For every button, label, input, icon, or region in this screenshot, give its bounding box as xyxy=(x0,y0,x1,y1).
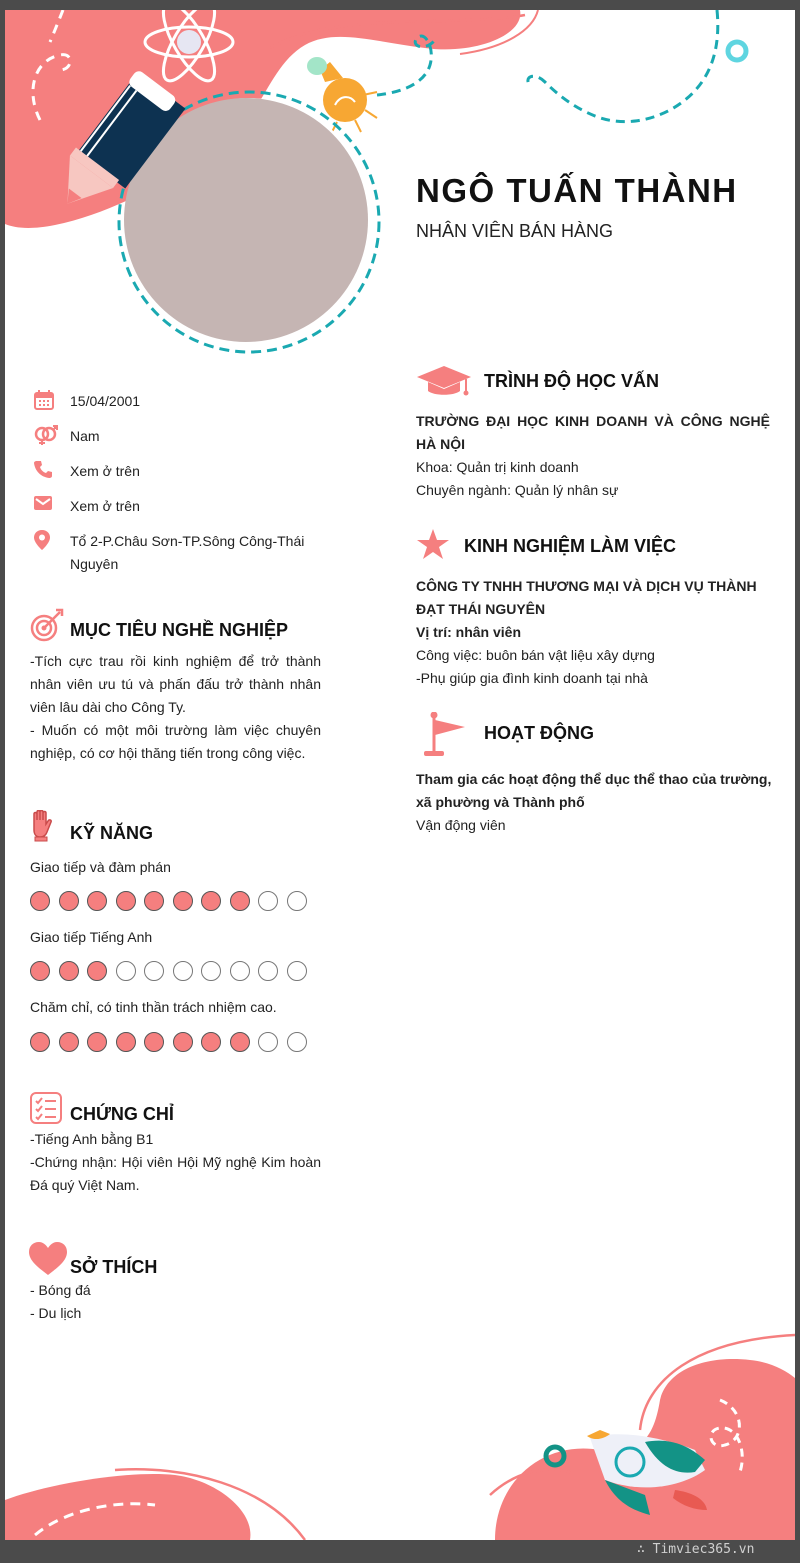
watermark-icon: ∴ xyxy=(637,1542,653,1557)
work-description: Công việc: buôn bán vật liệu xây dựng xyxy=(416,647,655,663)
rating-dot-filled xyxy=(201,891,221,911)
objective-text-1: -Tích cực trau rồi kinh nghiệm để trở thành nhân viên ưu tú và phấn đấu trở thành nhân viên lâu dài cho Công Ty. xyxy=(30,653,321,715)
rating-dot-filled xyxy=(173,891,193,911)
phone-icon xyxy=(30,460,70,478)
hobby-2: - Du lịch xyxy=(30,1305,82,1321)
skills-title: KỸ NĂNG xyxy=(70,823,154,843)
certificate-1: -Tiếng Anh bằng B1 xyxy=(30,1131,154,1147)
hobbies-title: SỞ THÍCH xyxy=(70,1257,158,1277)
rating-dot-empty xyxy=(287,961,307,981)
graduation-cap-icon xyxy=(416,364,472,398)
rating-dot-empty xyxy=(173,961,193,981)
rating-dot-filled xyxy=(201,1032,221,1052)
activity-role: Vận động viên xyxy=(416,817,506,833)
gender-value: Nam xyxy=(70,428,100,444)
rating-dot-filled xyxy=(59,891,79,911)
rating-dot-filled xyxy=(116,891,136,911)
skill-rating-2 xyxy=(30,961,307,981)
info-row-email xyxy=(30,495,320,518)
skill-rating-1 xyxy=(30,891,307,911)
watermark xyxy=(637,1542,754,1557)
major: Chuyên ngành: Quản lý nhân sự xyxy=(416,482,619,498)
activities-title: HOẠT ĐỘNG xyxy=(484,723,594,743)
rating-dot-filled xyxy=(116,1032,136,1052)
star-icon xyxy=(416,529,450,561)
skill-label-3: Chăm chỉ, có tinh thần trách nhiệm cao. xyxy=(30,999,277,1015)
work-extra: -Phụ giúp gia đình kinh doanh tại nhà xyxy=(416,670,648,686)
rating-dot-empty xyxy=(287,1032,307,1052)
skill-label-1: Giao tiếp và đàm phán xyxy=(30,859,171,875)
rating-dot-filled xyxy=(59,961,79,981)
hobby-1: - Bóng đá xyxy=(30,1282,91,1298)
email-icon xyxy=(30,495,70,511)
rating-dot-filled xyxy=(230,1032,250,1052)
calendar-icon xyxy=(30,390,70,410)
hobbies-body xyxy=(30,1279,321,1325)
skill-rating-3 xyxy=(30,1032,307,1052)
objective-title: MỤC TIÊU NGHỀ NGHIỆP xyxy=(70,620,289,640)
rating-dot-empty xyxy=(144,961,164,981)
certificate-2: -Chứng nhận: Hội viên Hội Mỹ nghệ Kim hoàn Đá quý Việt Nam. xyxy=(30,1154,321,1193)
rating-dot-empty xyxy=(230,961,250,981)
rating-dot-filled xyxy=(230,891,250,911)
rating-dot-filled xyxy=(30,961,50,981)
location-icon xyxy=(30,530,70,550)
phone-value: Xem ở trên xyxy=(70,463,140,479)
skill-label-2: Giao tiếp Tiếng Anh xyxy=(30,929,153,945)
rating-dot-filled xyxy=(144,891,164,911)
job-title: NHÂN VIÊN BÁN HÀNG xyxy=(416,221,614,241)
rating-dot-filled xyxy=(144,1032,164,1052)
school-name: TRƯỜNG ĐẠI HỌC KINH DOANH VÀ CÔNG NGHỆ HÀ NỘI xyxy=(416,413,770,452)
hand-icon xyxy=(30,810,54,842)
certificates-body xyxy=(30,1128,321,1197)
faculty: Khoa: Quản trị kinh doanh xyxy=(416,459,579,475)
rating-dot-filled xyxy=(59,1032,79,1052)
activity-description: Tham gia các hoạt động thể dục thể thao của trường, xã phường và Thành phố xyxy=(416,771,772,810)
heart-icon xyxy=(29,1242,67,1276)
company-name: CÔNG TY TNHH THƯƠNG MẠI VÀ DỊCH VỤ THÀNH ĐẠT THÁI NGUYÊN xyxy=(416,578,757,617)
flag-icon xyxy=(423,712,467,758)
info-row-address xyxy=(30,530,320,576)
checklist-icon xyxy=(30,1092,62,1124)
rating-dot-empty xyxy=(258,961,278,981)
education-title: TRÌNH ĐỘ HỌC VẤN xyxy=(484,371,659,391)
address-value: Tổ 2-P.Châu Sơn-TP.Sông Công-Thái Nguyên xyxy=(70,533,305,572)
rating-dot-empty xyxy=(201,961,221,981)
rating-dot-filled xyxy=(87,891,107,911)
rating-dot-empty xyxy=(116,961,136,981)
rating-dot-filled xyxy=(30,891,50,911)
birthday-value: 15/04/2001 xyxy=(70,393,141,409)
rating-dot-empty xyxy=(287,891,307,911)
watermark-text: Timviec365.vn xyxy=(652,1542,755,1557)
info-row-phone xyxy=(30,460,320,483)
candidate-name: NGÔ TUẤN THÀNH xyxy=(416,172,738,209)
experience-title: KINH NGHIỆM LÀM VIỆC xyxy=(464,536,677,556)
rating-dot-empty xyxy=(258,891,278,911)
info-row-gender xyxy=(30,425,320,448)
position: Vị trí: nhân viên xyxy=(416,624,522,640)
rating-dot-filled xyxy=(173,1032,193,1052)
certificates-title: CHỨNG CHỈ xyxy=(70,1104,174,1124)
activities-body xyxy=(416,768,776,837)
target-icon xyxy=(30,608,64,642)
objective-body xyxy=(30,650,321,765)
objective-text-2: - Muốn có một môi trường làm việc chuyên nghiệp, có cơ hội thăng tiến trong công việc. xyxy=(30,722,321,761)
info-row-birthday xyxy=(30,390,320,413)
rating-dot-empty xyxy=(258,1032,278,1052)
gender-icon xyxy=(30,425,70,445)
education-body xyxy=(416,410,770,502)
cv-page xyxy=(5,10,795,1540)
email-value: Xem ở trên xyxy=(70,498,140,514)
rating-dot-filled xyxy=(87,1032,107,1052)
rating-dot-filled xyxy=(30,1032,50,1052)
rating-dot-filled xyxy=(87,961,107,981)
experience-body xyxy=(416,575,776,690)
